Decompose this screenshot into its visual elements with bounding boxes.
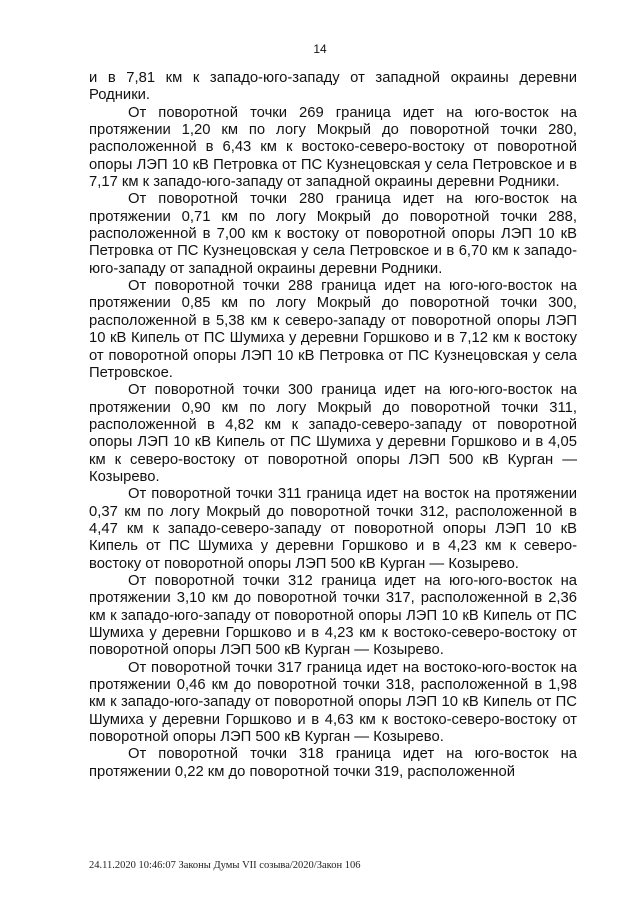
paragraph: От поворотной точки 269 граница идет на юго-восток на протяжении 1,20 км по логу Мокрый до поворотной точки 280, расположенной в 6,43 км к востоко-северо-востоку от поворотной опоры ЛЭП 10 кВ Петровка от ПС Кузнецовская у села Петровское и в 7,17 км к западо-юго-западу от западной окраины деревни Родники. bbox=[89, 104, 577, 191]
paragraph: От поворотной точки 311 граница идет на восток на протяжении 0,37 км по логу Мокрый до поворотной точки 312, расположенной в 4,47 км к западо-северо-западу от поворотной опоры ЛЭП 10 кВ Кипель от ПС Шумиха у деревни Горшково и в 4,23 км к северо-востоку от поворотной опоры ЛЭП 500 кВ Курган — Козырево. bbox=[89, 486, 577, 572]
footer-stamp: 24.11.2020 10:46:07 Законы Думы VII созыва/2020/Закон 106 bbox=[89, 860, 361, 871]
paragraph: От поворотной точки 312 граница идет на юго-юго-восток на протяжении 3,10 км до поворотной точки 317, расположенной в 2,36 км к западо-юго-западу от поворотной опоры ЛЭП 10 кВ Кипель от ПС Шумиха у деревни Горшково и в 4,23 км к востоко-северо-востоку от поворотной опоры ЛЭП 500 кВ Курган — Козырево. bbox=[89, 572, 577, 659]
page-number: 14 bbox=[313, 42, 327, 56]
paragraph: От поворотной точки 318 граница идет на юго-восток на протяжении 0,22 км до поворотной точки 319, расположенной bbox=[89, 746, 577, 780]
paragraph: и в 7,81 км к западо-юго-западу от западной окраины деревни Родники. bbox=[89, 70, 577, 104]
paragraph: От поворотной точки 288 граница идет на юго-юго-восток на протяжении 0,85 км по логу Мокрый до поворотной точки 300, расположенной в 5,38 км к северо-западу от поворотной опоры ЛЭП 10 кВ Кипель от ПС Шумиха у деревни Горшково и в 7,12 км к востоку от поворотной опоры ЛЭП 10 кВ Петровка от ПС Кузнецовская у села Петровское. bbox=[89, 278, 577, 381]
paragraph: От поворотной точки 317 граница идет на востоко-юго-восток на протяжении 0,46 км до поворотной точки 318, расположенной в 1,98 км к западо-юго-западу от поворотной опоры ЛЭП 10 кВ Кипель от ПС Шумиха у деревни Горшково и в 4,63 км к востоко-северо-востоку от поворотной опоры ЛЭП 500 кВ Курган — Козырево. bbox=[89, 659, 577, 746]
body-text bbox=[89, 70, 577, 781]
paragraph: От поворотной точки 280 граница идет на юго-восток на протяжении 0,71 км по логу Мокрый до поворотной точки 288, расположенной в 7,00 км к востоку от поворотной опоры ЛЭП 10 кВ Петровка от ПС Кузнецовская у села Петровское и в 6,70 км к западо-юго-западу от западной окраины деревни Родники. bbox=[89, 191, 577, 277]
paragraph: От поворотной точки 300 граница идет на юго-юго-восток на протяжении 0,90 км по логу Мокрый до поворотной точки 311, расположенной в 4,82 км к западо-северо-западу от поворотной опоры ЛЭП 10 кВ Кипель от ПС Шумиха у деревни Горшково и в 4,05 км к северо-востоку от поворотной опоры ЛЭП 500 кВ Курган — Козырево. bbox=[89, 382, 577, 485]
